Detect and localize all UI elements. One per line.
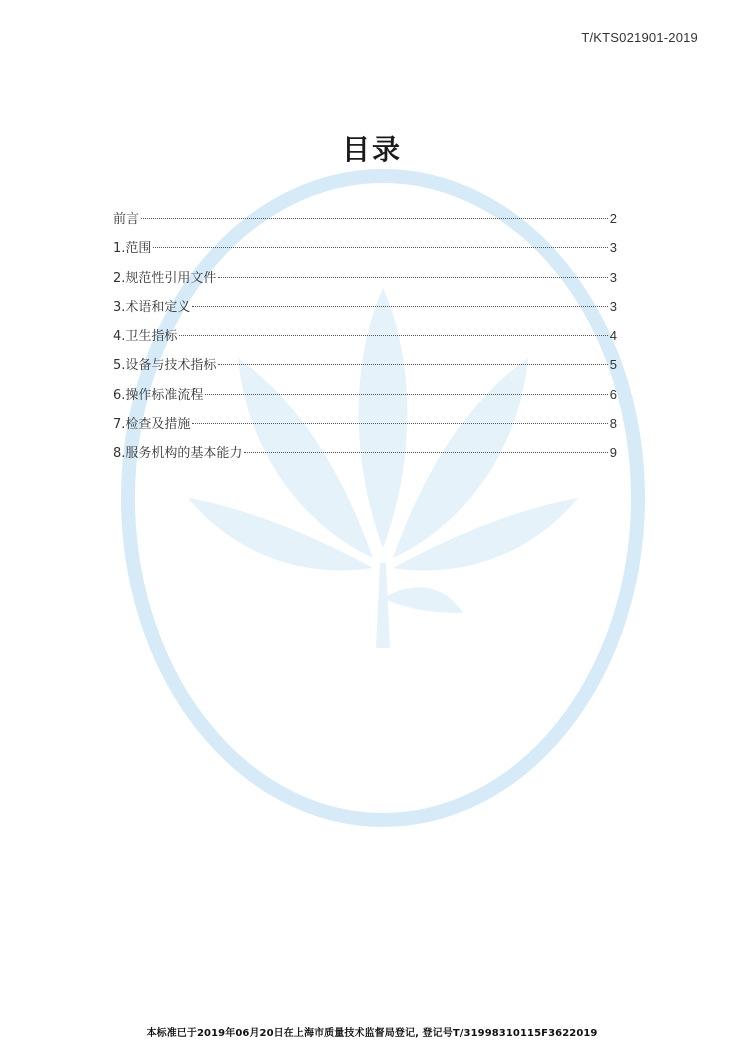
toc-entry-label: 6.操作标准流程: [113, 387, 204, 403]
toc-entry-page: 6: [609, 386, 617, 402]
document-code: T/KTS021901-2019: [581, 30, 698, 45]
toc-entry[interactable]: [113, 296, 617, 325]
registration-footer: 本标准已于2019年06月20日在上海市质量技术监督局登记, 登记号T/31998310115F3622019: [146, 1028, 598, 1039]
toc-entry[interactable]: [113, 384, 617, 413]
toc-entry-page: 3: [609, 269, 617, 285]
toc-title: 目录: [341, 133, 402, 166]
toc-entry-page: 2: [609, 211, 617, 226]
toc-entry-page: 5: [609, 357, 617, 373]
toc-entry[interactable]: [113, 237, 617, 266]
toc-entry[interactable]: [113, 208, 617, 237]
toc-leader-dots: [141, 218, 608, 219]
toc-entry-page: 9: [609, 445, 617, 461]
toc-entry[interactable]: [113, 354, 617, 383]
toc-leader-dots: [192, 423, 607, 424]
toc-entry-label: 3.术语和定义: [113, 299, 191, 315]
toc-entry[interactable]: [113, 267, 617, 296]
toc-entry[interactable]: [113, 413, 617, 442]
table-of-contents: [113, 208, 617, 472]
toc-leader-dots: [179, 335, 607, 336]
toc-entry[interactable]: [113, 325, 617, 354]
toc-entry-label: 4.卫生指标: [113, 329, 178, 345]
toc-entry-label: 2.规范性引用文件: [113, 270, 217, 286]
toc-entry-label: 前言: [113, 212, 140, 227]
toc-leader-dots: [218, 277, 607, 278]
toc-entry-page: 4: [609, 328, 617, 344]
toc-leader-dots: [153, 247, 607, 248]
toc-leader-dots: [192, 306, 607, 307]
toc-entry-label: 7.检查及措施: [113, 417, 191, 433]
toc-leader-dots: [244, 452, 607, 453]
toc-entry-label: 8.服务机构的基本能力: [113, 446, 243, 462]
toc-entry-label: 1.范围: [113, 241, 152, 257]
toc-entry-page: 8: [609, 416, 617, 432]
toc-leader-dots: [205, 394, 607, 395]
toc-entry-page: 3: [609, 298, 617, 314]
toc-entry[interactable]: [113, 442, 617, 471]
toc-entry-label: 5.设备与技术指标: [113, 358, 217, 374]
toc-leader-dots: [218, 364, 607, 365]
toc-entry-page: 3: [609, 240, 617, 256]
